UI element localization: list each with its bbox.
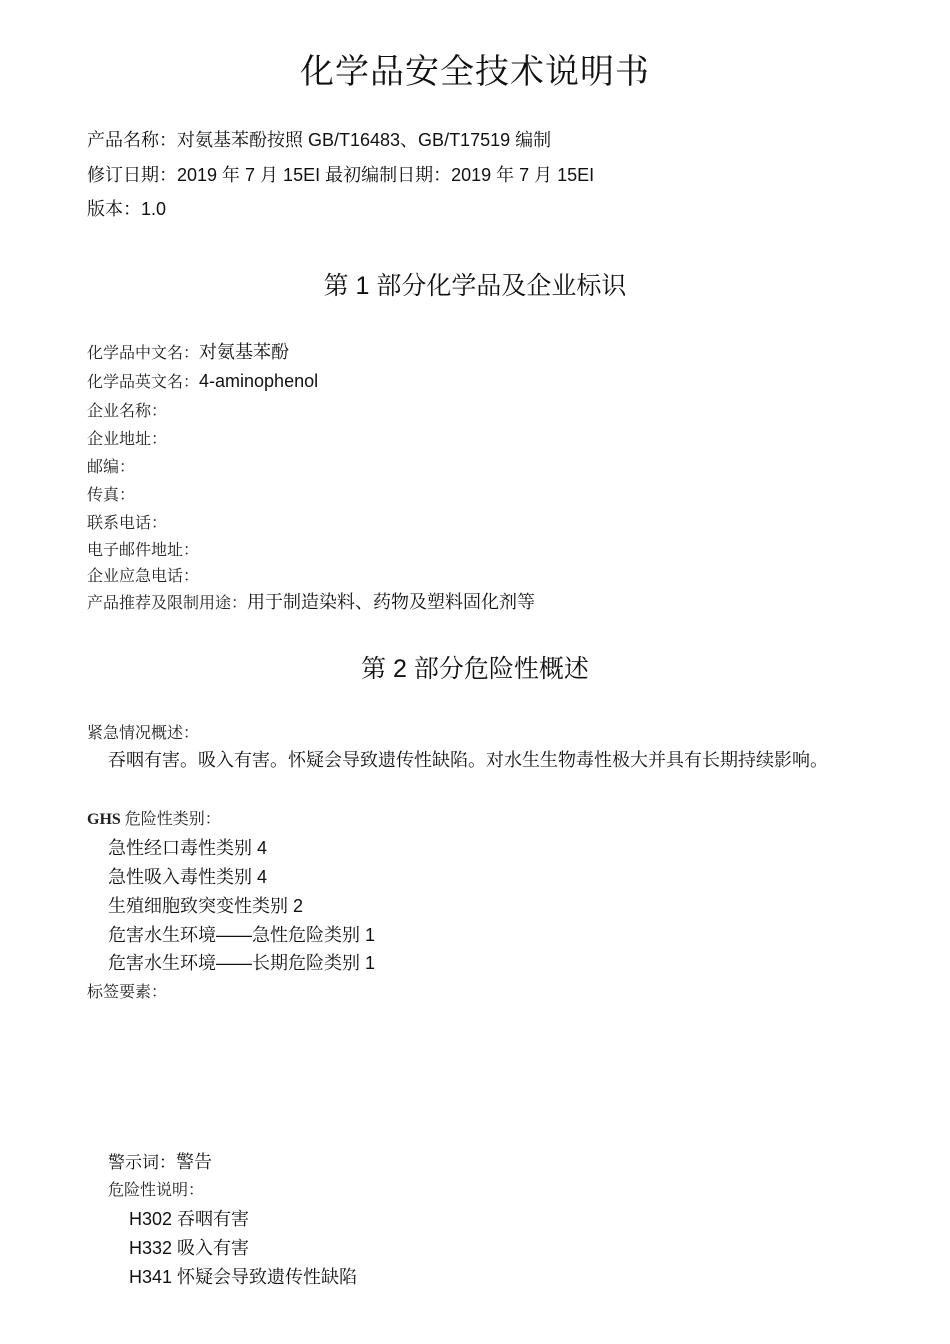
field-label: 传真： <box>87 487 136 504</box>
ghs-item: 生殖细胞致突变性类别 2 <box>108 896 304 916</box>
ghs-item: 急性吸入毒性类别 4 <box>108 867 268 887</box>
product-name-line: 产品名称：对氨基苯酚按照 GB/T16483、GB/T17519 编制 <box>87 130 552 150</box>
hazard-statement: H341 怀疑会导致遗传性缺陷 <box>129 1267 358 1287</box>
field-english-name <box>87 369 318 395</box>
field-emergency-phone <box>87 563 199 589</box>
field-fax <box>87 482 135 508</box>
section-1-heading: 第 1 部分化学品及企业标识 <box>323 272 627 300</box>
hazard-statement: H302 吞咽有害 <box>129 1209 250 1229</box>
revision-date-line: 修订日期：2019 年 7 月 15EI 最初编制日期：2019 年 7 月 15EI <box>87 165 595 185</box>
label-elements-label: 标签要素： <box>87 984 168 1001</box>
field-label: 化学品英文名： <box>87 374 200 391</box>
field-label: 企业地址： <box>87 431 168 448</box>
field-phone <box>87 510 167 536</box>
field-label: 企业名称： <box>87 403 168 420</box>
ghs-item: 危害水生环境——长期危险类别 1 <box>108 953 376 973</box>
field-company-name <box>87 398 167 424</box>
field-chinese-name <box>87 340 289 366</box>
field-value: 用于制造染料、药物及塑料固化剂等 <box>247 592 536 612</box>
document-title: 化学品安全技术说明书 <box>300 53 650 91</box>
ghs-item: 急性经口毒性类别 4 <box>108 838 268 858</box>
emergency-overview-label: 紧急情况概述： <box>87 725 200 742</box>
emergency-overview-text: 吞咽有害。吸入有害。怀疑会导致遗传性缺陷。对水生生物毒性极大并具有长期持续影响。 <box>108 750 828 770</box>
field-label: 产品推荐及限制用途： <box>87 595 248 612</box>
ghs-abbrev: GHS <box>87 811 121 828</box>
version-line: 版本：1.0 <box>87 199 167 219</box>
field-label: 化学品中文名： <box>87 345 200 362</box>
field-company-address <box>87 426 167 452</box>
section-2-heading: 第 2 部分危险性概述 <box>361 655 589 683</box>
field-postcode <box>87 454 135 480</box>
ghs-label-text: 危险性类别： <box>120 811 221 828</box>
signal-word-label: 警示词： <box>108 1153 176 1172</box>
field-label: 企业应急电话： <box>87 568 200 585</box>
ghs-category-label <box>87 808 221 832</box>
field-recommended-use <box>87 590 535 616</box>
field-label: 邮编： <box>87 459 136 476</box>
field-label: 电子邮件地址： <box>87 542 200 559</box>
hazard-statement-label: 危险性说明： <box>108 1182 205 1199</box>
field-value: 4-aminophenol <box>199 371 319 391</box>
signal-word-value: 警告 <box>176 1152 212 1172</box>
signal-word-line <box>108 1150 212 1175</box>
field-label: 联系电话： <box>87 515 168 532</box>
field-value: 对氨基苯酚 <box>199 342 290 362</box>
field-email <box>87 537 199 563</box>
ghs-item: 危害水生环境——急性危险类别 1 <box>108 925 376 945</box>
hazard-statement: H332 吸入有害 <box>129 1238 250 1258</box>
